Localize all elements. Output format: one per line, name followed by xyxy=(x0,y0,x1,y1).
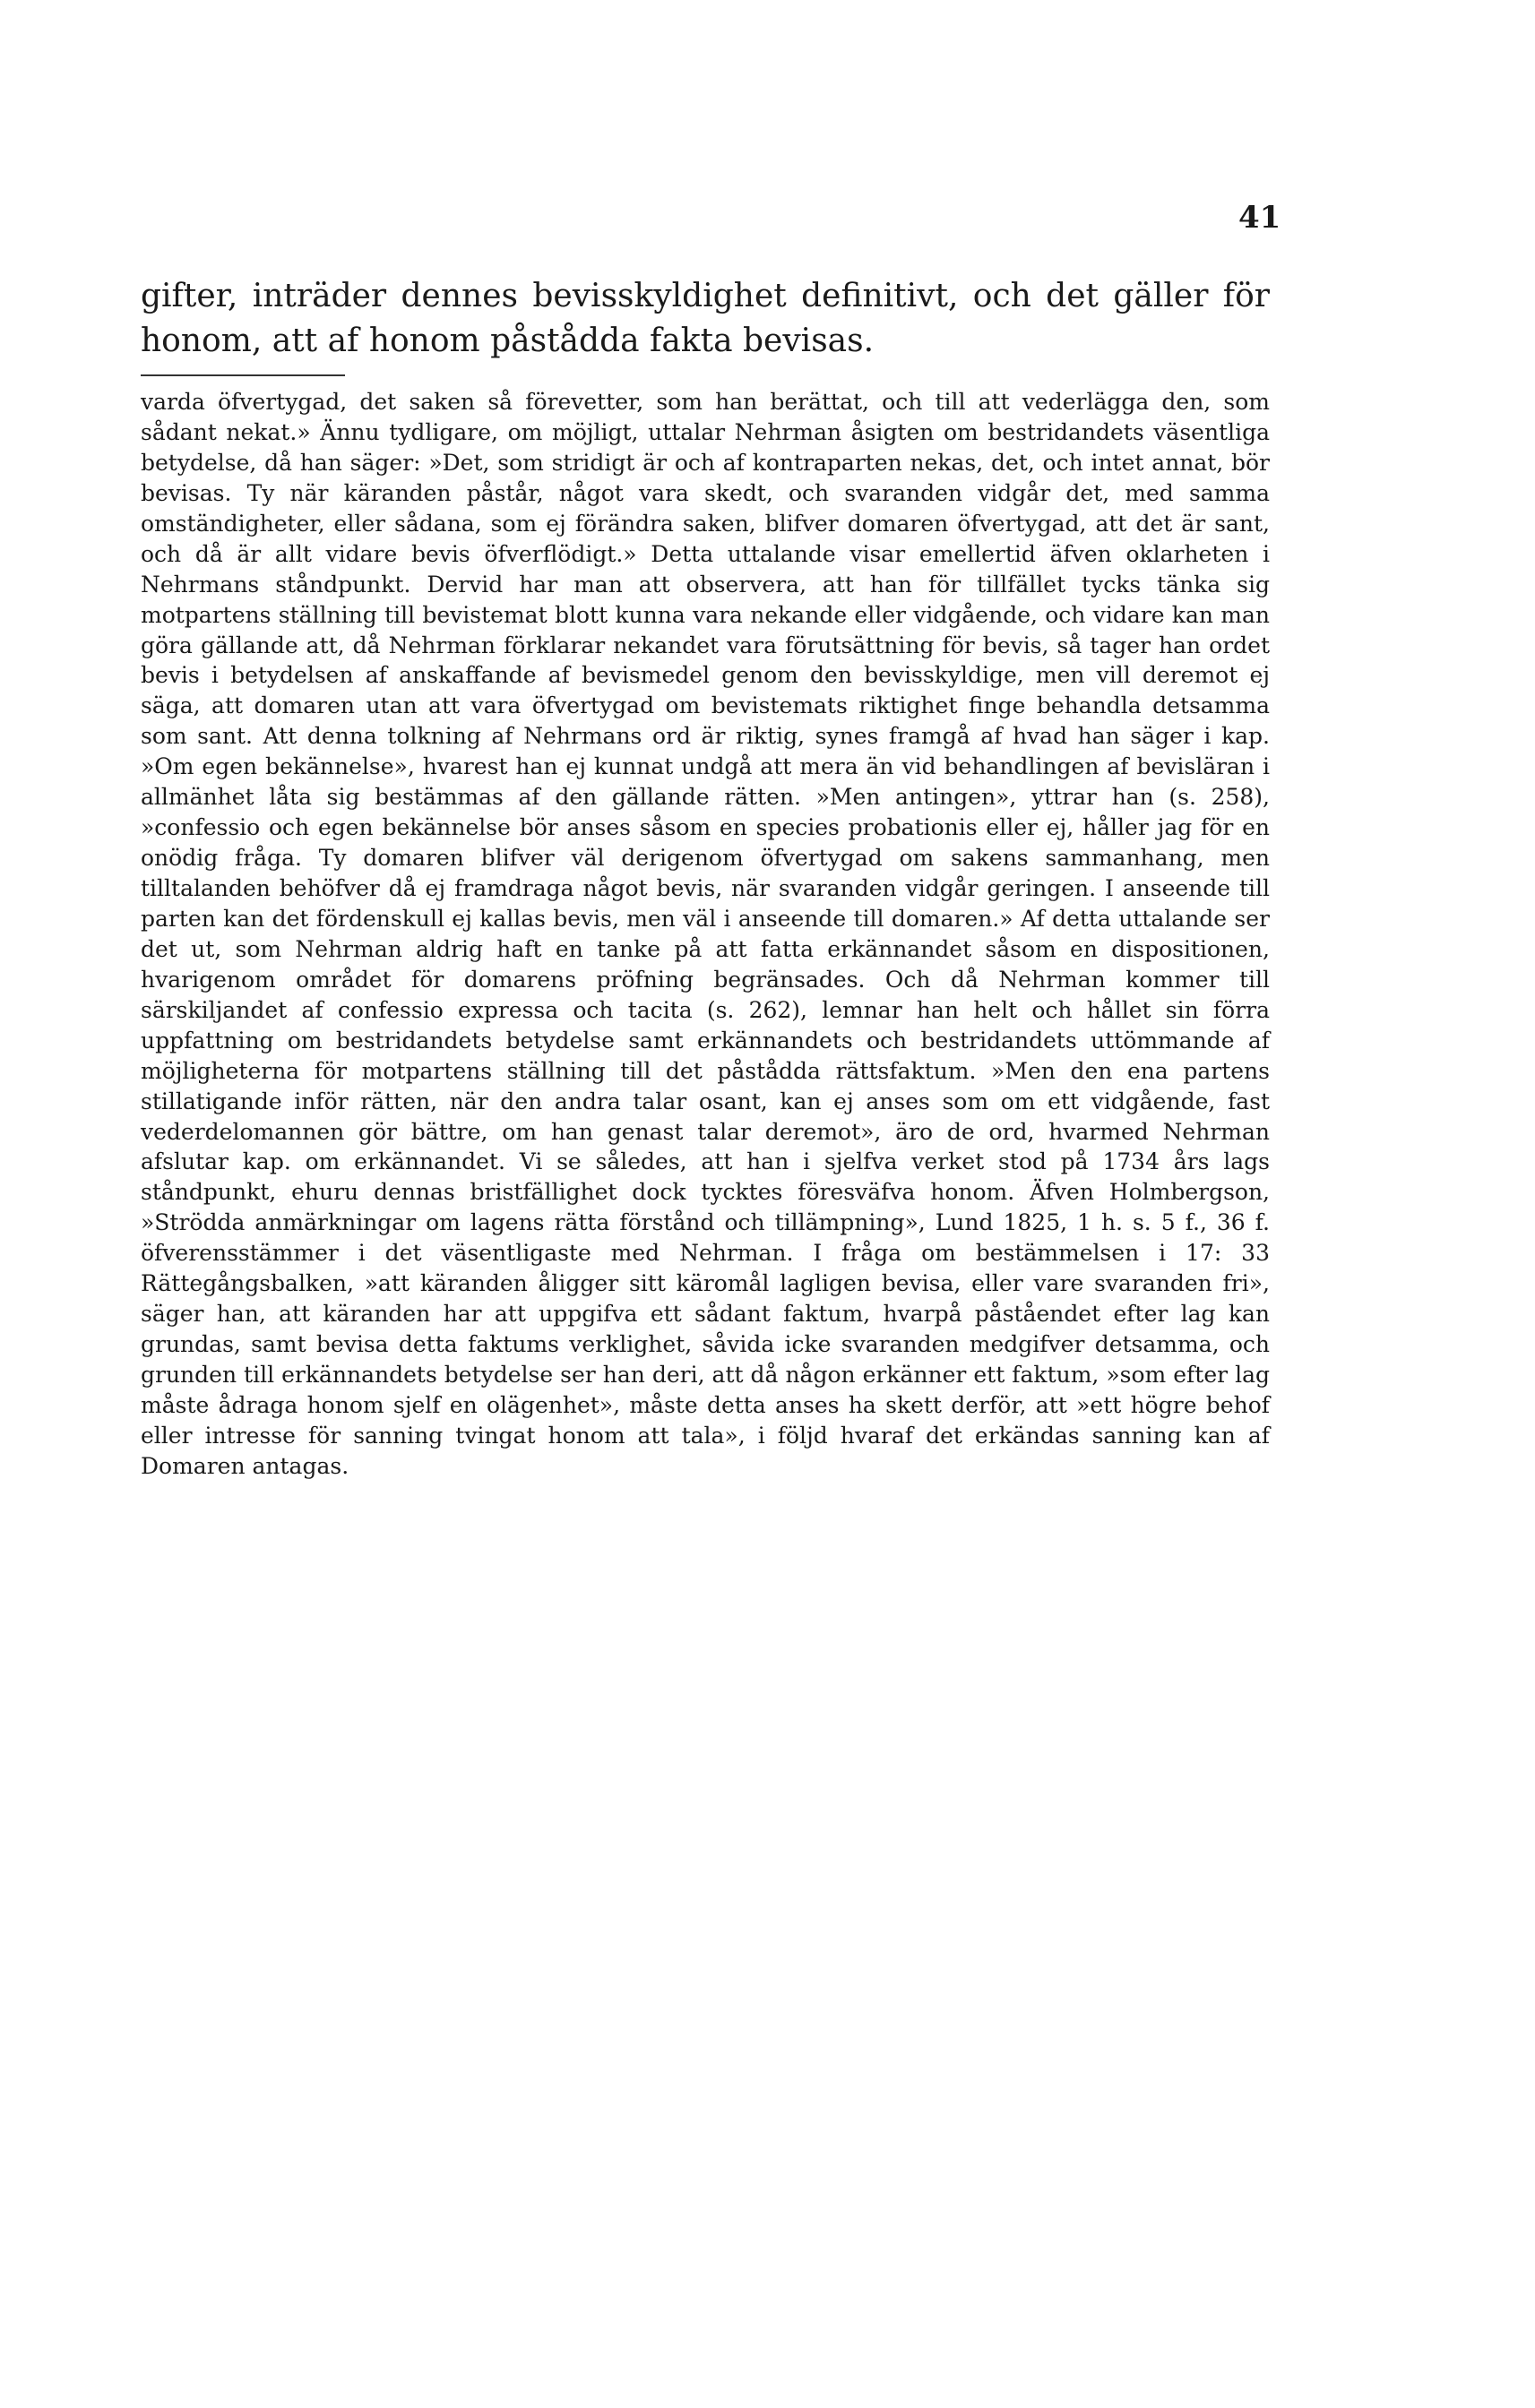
page-number: 41 xyxy=(1238,200,1281,236)
lead-paragraph: gifter, inträder dennes bevisskyldighet definitivt, och det gäller för honom, att af honom påstådda fakta bevisas. xyxy=(141,278,1270,359)
separator-rule xyxy=(141,374,345,376)
body-paragraph: varda öfvertygad, det saken så förevetter, som han berättat, och till att vederlägga den, som sådant nekat.» Ännu tydligare, om möjligt, uttalar Nehrman åsigten om bestridandets väsentliga betydelse, då han säger: »Det, som stridigt är och af kontraparten nekas, det, och intet annat, bör bevisas. Ty när käranden påstår, något vara skedt, och svaranden vidgår det, med samma omständigheter, eller sådana, som ej förändra saken, blifver domaren öfvertygad, att det är sant, och då är allt vidare bevis öfverflödigt.» Detta uttalande visar emellertid äfven oklarheten i Nehrmans ståndpunkt. Dervid har man att observera, att han för tillfället tycks tänka sig motpartens ställning till bevistemat blott kunna vara nekande eller vidgående, och vidare kan man göra gällande att, då Nehrman förklarar nekandet vara förutsättning för bevis, så tager han ordet bevis i betydelsen af anskaffande af bevismedel genom den bevisskyldige, men vill deremot ej säga, att domaren utan att vara öfvertygad om bevistemats riktighet finge behandla detsamma som sant. Att denna tolkning af Nehrmans ord är riktig, synes framgå af hvad han säger i kap. »Om egen bekännelse», hvarest han ej kunnat undgå att mera än vid behandlingen af bevisläran i allmänhet låta sig bestämmas af den gällande rätten. »Men antingen», yttrar han (s. 258), »confessio och egen bekännelse bör anses såsom en species probationis eller ej, håller jag för en onödig fråga. Ty domaren blifver väl derigenom öfvertygad om sakens sammanhang, men tilltalanden behöfver då ej framdraga något bevis, när svaranden vidgår geringen. I anseende till parten kan det fördenskull ej kallas bevis, men väl i anseende till domaren.» Af detta uttalande ser det ut, som Nehrman aldrig haft en tanke på att fatta erkännandet såsom en dispositionen, hvarigenom området för domarens pröfning begränsades. Och då Nehrman kommer till särskiljandet af confessio expressa och tacita (s. 262), lemnar han helt och hållet sin förra uppfattning om bestridandets betydelse samt erkännandets och bestridandets uttömmande af möjligheterna för motpartens ställning till det påstådda rättsfaktum. »Men den ena partens stillatigande inför rätten, när den andra talar osant, kan ej anses som om ett vidgående, fast vederdelomannen gör bättre, om han genast talar deremot», äro de ord, hvarmed Nehrman afslutar kap. om erkännandet. Vi se således, att han i sjelfva verket stod på 1734 års lags ståndpunkt, ehuru dennas bristfällighet dock tycktes föresväfva honom. Äfven Holmbergson, »Strödda anmärkningar om lagens rätta förstånd och tillämpning», Lund 1825, 1 h. s. 5 f., 36 f. öfverensstämmer i det väsentligaste med Nehrman. I fråga om bestämmelsen i 17: 33 Rättegångsbalken, »att käranden åligger sitt käromål lagligen bevisa, eller vare svaranden fri», säger han, att käranden har att uppgifva ett sådant faktum, hvarpå påståendet efter lag kan grundas, samt bevisa detta faktums verklighet, såvida icke svaranden medgifver detsamma, och grunden till erkännandets betydelse ser han deri, att då någon erkänner ett faktum, »som efter lag måste ådraga honom sjelf en olägenhet», måste detta anses ha skett derför, att »ett högre behof eller intresse för sanning tvingat honom att tala», i följd hvaraf det erkändas sanning kan af Domaren antagas. xyxy=(141,389,1270,1479)
